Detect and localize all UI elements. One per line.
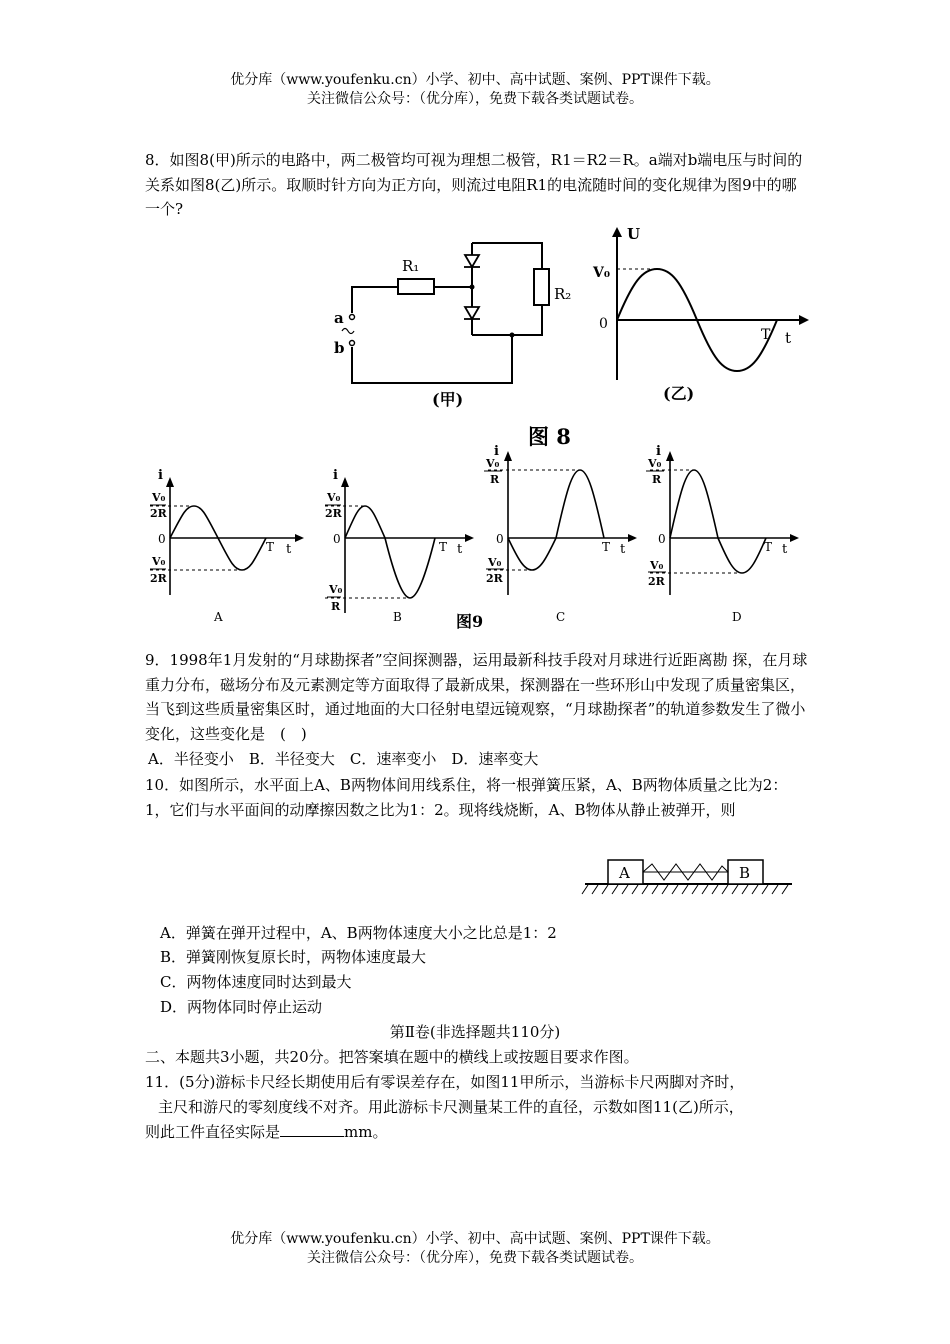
- q9-text: 9．1998年1月发射的“月球勘探者”空间探测器，运用最新科技手段对月球进行近距离勘 探，在月球重力分布，磁场分布及元素测定等方面取得了最新成果，探测器在一些环形山中发现了质量密集区，当飞到这些质量密集区时，通过地面的大口径射电望远镜观察，“月球勘探者”的轨道参数发生了微小变化，这些变化是 ( ): [145, 651, 808, 743]
- q11-line-2: 主尺和游尺的零刻度线不对齐。用此游标卡尺测量某工件的直径，示数如图11(乙)所示，: [158, 1098, 744, 1116]
- label-v0-bottom: V₀: [488, 556, 502, 569]
- label-origin: 0: [333, 532, 341, 546]
- terminal-a: a: [334, 309, 344, 327]
- section-2-title: 第Ⅱ卷(非选择题共110分): [389, 1023, 561, 1041]
- label-v0-bottom: V₀: [650, 559, 664, 572]
- option-b: B: [393, 610, 402, 624]
- label-origin: 0: [158, 532, 166, 546]
- label-period: T: [761, 327, 771, 343]
- answer-blank[interactable]: [280, 1122, 344, 1137]
- label-period: T: [764, 540, 773, 554]
- label-2r-bottom: 2R: [648, 575, 665, 588]
- label-yi: (乙): [663, 384, 695, 403]
- section-2-intro: 二、本题共3小题，共20分。把答案填在题中的横线上或按题目要求作图。: [145, 1048, 639, 1066]
- option-c: C: [556, 610, 566, 624]
- figure-8-voltage-graph: [585, 225, 815, 415]
- label-2r-bottom: 2R: [486, 572, 503, 585]
- label-origin: 0: [658, 532, 666, 546]
- figure-8-circuit: [330, 225, 572, 415]
- q10-option-a: A．弹簧在弹开过程中，A、B两物体速度大小之比总是1：2: [160, 924, 557, 942]
- label-jia: (甲): [432, 390, 464, 409]
- axis-t: t: [286, 542, 292, 557]
- q10-text: 10．如图所示，水平面上A、B两物体间用线系住，将一根弹簧压紧，A、B两物体质量之比为2：1，它们与水平面间的动摩擦因数之比为1：2。现将线烧断，A、B物体从静止被弹开，则: [145, 776, 788, 819]
- label-r-bottom: R: [331, 600, 341, 613]
- axis-t: t: [785, 329, 792, 347]
- label-2r-top: 2R: [150, 507, 167, 520]
- axis-i: i: [333, 468, 338, 483]
- figure-9-graph-a: [140, 465, 310, 635]
- label-v0-top: V₀: [327, 491, 341, 504]
- label-period: T: [439, 540, 448, 554]
- svg-text:图 8: 图 8: [528, 424, 571, 449]
- label-2r-bottom: 2R: [150, 572, 167, 585]
- header-line-1: 优分库（www.youfenku.cn）小学、初中、高中试题、案例、PPT课件下载。: [230, 72, 720, 88]
- label-v0-bottom: V₀: [152, 555, 166, 568]
- label-r2: R₂: [554, 285, 572, 303]
- q11-line-1: 11．(5分)游标卡尺经长期使用后有零误差存在，如图11甲所示，当游标卡尺两脚对齐时，: [145, 1073, 745, 1091]
- footer-line-1: 优分库（www.youfenku.cn）小学、初中、高中试题、案例、PPT课件下载。: [230, 1231, 720, 1247]
- figure-9-caption: [452, 607, 502, 633]
- q10-option-c: C．两物体速度同时达到最大: [160, 973, 352, 991]
- label-period: T: [266, 540, 275, 554]
- block-b: B: [739, 864, 751, 882]
- label-v0-top: V₀: [648, 457, 662, 470]
- label-r-top: R: [490, 473, 500, 486]
- terminal-b: b: [334, 339, 345, 357]
- label-v0-bottom: V₀: [329, 583, 343, 596]
- label-2r-top: 2R: [325, 507, 342, 520]
- q11-line-3-after: mm。: [344, 1123, 388, 1141]
- label-v0: V₀: [593, 265, 610, 281]
- label-v0-top: V₀: [486, 457, 500, 470]
- svg-text:图9: 图9: [456, 612, 484, 631]
- q8-text: 8．如图8(甲)所示的电路中，两二极管均可视为理想二极管，R1＝R2＝R。a端对b端电压与时间的关系如图8(乙)所示。取顺时针方向为正方向，则流过电阻R1的电流随时间的变化规律为图9中的哪一个?: [145, 151, 803, 218]
- axis-t: t: [782, 542, 788, 557]
- option-a: A: [214, 610, 223, 624]
- axis-i: i: [494, 444, 499, 459]
- q11-line-3-before: 则此工件直径实际是: [145, 1123, 281, 1141]
- label-v0-top: V₀: [152, 491, 166, 504]
- block-a: A: [619, 864, 630, 882]
- figure-9-graph-d: [640, 445, 810, 635]
- label-r1: R₁: [402, 257, 420, 275]
- q9-options: A．半径变小 B．半径变大 C．速率变小 D．速率变大: [148, 750, 539, 768]
- label-origin: 0: [496, 532, 504, 546]
- label-r-top: R: [652, 473, 662, 486]
- axis-u: U: [627, 225, 641, 243]
- axis-t: t: [457, 542, 463, 557]
- label-origin: 0: [599, 316, 608, 332]
- figure-spring-blocks: [580, 852, 800, 897]
- q11-line-3: [145, 1121, 387, 1143]
- axis-t: t: [620, 542, 626, 557]
- option-d: D: [732, 610, 742, 624]
- label-period: T: [602, 540, 611, 554]
- axis-i: i: [158, 468, 163, 483]
- q10-option-b: B．弹簧刚恢复原长时，两物体速度最大: [160, 948, 427, 966]
- header-line-2: 关注微信公众号：（优分库），免费下载各类试题试卷。: [307, 91, 643, 107]
- axis-i: i: [656, 444, 661, 459]
- footer-line-2: 关注微信公众号：（优分库），免费下载各类试题试卷。: [307, 1250, 643, 1266]
- q10-option-d: D．两物体同时停止运动: [160, 998, 323, 1016]
- figure-9-graph-c: [478, 445, 648, 635]
